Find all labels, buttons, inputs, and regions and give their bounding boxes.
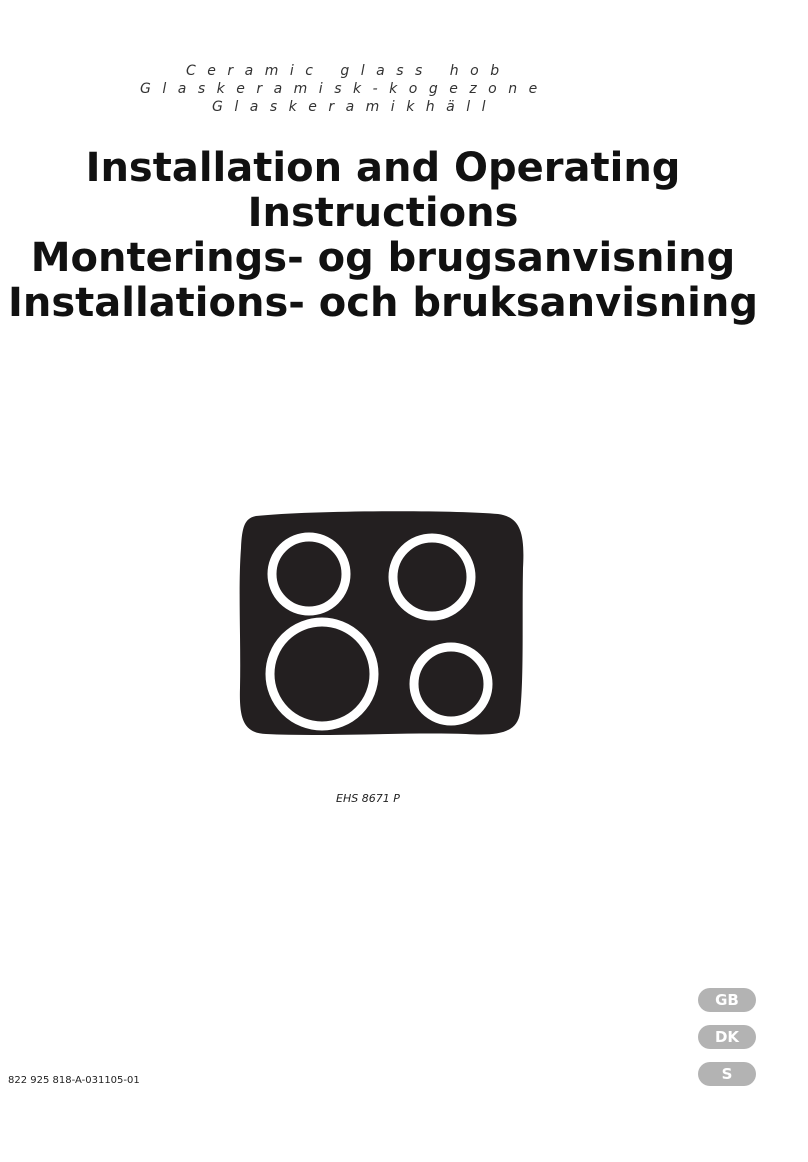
language-badge-gb: GB [698,988,756,1012]
language-badge-s: S [698,1062,756,1086]
ceramic-hob-illustration [236,508,526,738]
title-line-english-2: Instructions [247,190,519,236]
title-line-english-1: Installation and Operating [85,145,681,191]
title-line-swedish: Installations- och bruksanvisning [7,280,759,326]
subtitle-danish: Glaskeramisk-kogezone [140,81,549,97]
product-type-subtitles [130,62,650,116]
title-line-danish: Monterings- og brugsanvisning [30,235,736,281]
document-title [0,146,766,326]
language-badges [698,988,756,1099]
model-number: EHS 8671 P [336,792,400,805]
language-badge-dk: DK [698,1025,756,1049]
subtitle-swedish: Glaskeramikhäll [212,99,498,115]
subtitle-english: Ceramic glass hob [186,63,511,79]
document-code: 822 925 818-A-031105-01 [8,1075,140,1086]
